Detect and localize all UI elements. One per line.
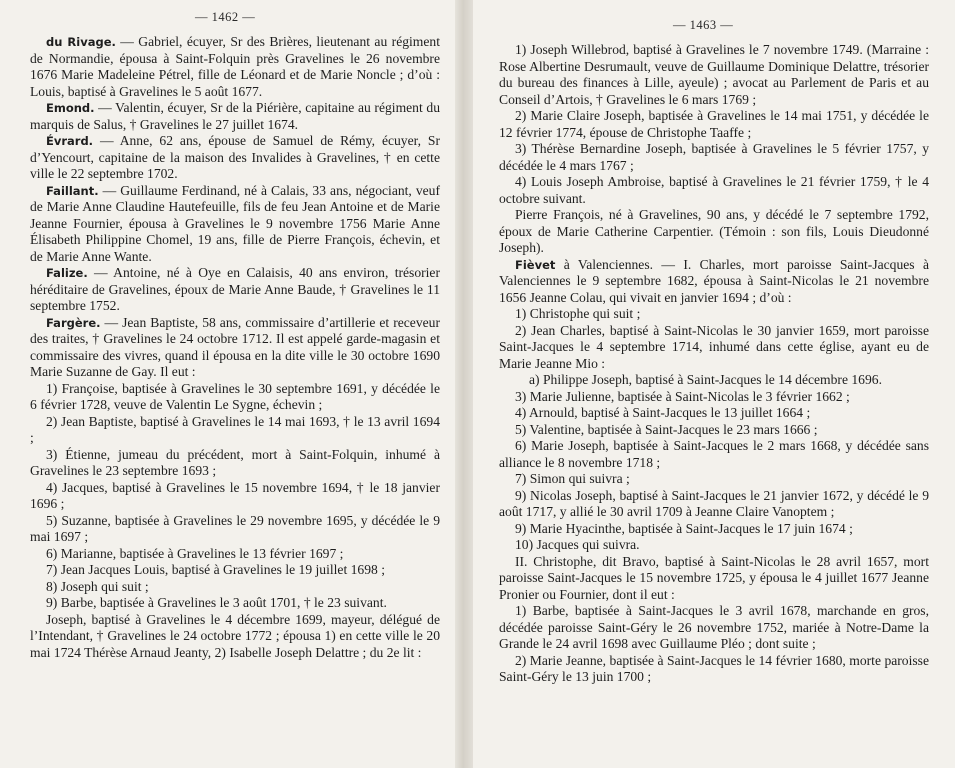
child-item: 8) Joseph qui suit ;: [46, 578, 149, 594]
child-item: 2) Marie Claire Joseph, baptisée à Gravelines le 14 mai 1751, y décédée le 12 février 1774, épouse de Christophe Taaffe ;: [499, 108, 929, 140]
surname: Faillant.: [46, 183, 99, 198]
surname: Falize.: [46, 266, 88, 280]
child-item: 10) Jacques qui suivra.: [515, 537, 640, 552]
surname: Évrard.: [46, 134, 94, 148]
surname: Fargère.: [46, 315, 101, 330]
child-item: 1) Christophe qui suit ;: [515, 306, 641, 321]
text-paragraph: Pierre François, né à Gravelines, 90 ans, y décédé le 7 septembre 1792, époux de Marie Catherine Carpentier. (Témoin : son fils, Louis Dieudonné Joseph).: [499, 207, 929, 255]
child-item: 9) Nicolas Joseph, baptisé à Saint-Jacques le 21 janvier 1672, y décédé le 9 août 1717, y allié le 30 avril 1709 à Jeanne Claire Vanoptem ;: [499, 487, 929, 519]
page-number: — 1463 —: [673, 18, 734, 32]
entry-paragraph: Évrard. — Anne, 62 ans, épouse de Samuel de Rémy, écuyer, Sr d’Yencourt, capitaine de la maison des Invalides à Gravelines, † en cette ville le 22 septembre 1702.: [30, 133, 440, 181]
child-item: 5) Suzanne, baptisée à Gravelines le 29 novembre 1695, y décédée le 9 mai 1697 ;: [30, 512, 440, 544]
child-item: 7) Simon qui suivra ;: [515, 471, 630, 486]
child-item: 4) Louis Joseph Ambroise, baptisé à Gravelines le 21 février 1759, † le 4 octobre suivant.: [499, 174, 929, 206]
child-item: 9) Marie Hyacinthe, baptisée à Saint-Jacques le 17 juin 1674 ;: [515, 520, 853, 536]
entry-paragraph: Emond. — Valentin, écuyer, Sr de la Piérière, capitaine au régiment du marquis de Salus, † Gravelines le 27 juillet 1674.: [30, 100, 440, 132]
surname: Emond.: [46, 101, 95, 115]
child-item: 4) Jacques, baptisé à Gravelines le 15 novembre 1694, † le 18 janvier 1696 ;: [30, 479, 440, 511]
surname: Fièvet: [515, 257, 556, 272]
text-paragraph: Joseph, baptisé à Gravelines le 4 décembre 1699, mayeur, délégué de l’Intendant, † Gravelines le 24 octobre 1772 ; épousa 1) en cette ville le 20 mai 1724 Thérèse Arnaud Jeanty, 2) Isabelle Joseph Delattre ; du 2e lit :: [30, 611, 440, 660]
child-item: 1) Joseph Willebrod, baptisé à Gravelines le 7 novembre 1749. (Marraine : Rose Albertine Desrumault, veuve de Guillaume Dominique Delattre, trésorier du bureau des finances à Lille, ayeule) ; avocat au Parlement de Paris et au Conseil d’Artois, † Gravelines le 6 mars 1769 ;: [499, 42, 929, 107]
child-item: 2) Jean Charles, baptisé à Saint-Nicolas le 30 janvier 1659, mort paroisse Saint-Jacques le 4 septembre 1714, inhumé dans cette église, ayant eu de Marie Jeanne Mio :: [499, 322, 929, 371]
left-page: [0, 0, 455, 768]
child-item: 3) Thérèse Bernardine Joseph, baptisée à Gravelines le 5 février 1757, y décédée le 4 mars 1767 ;: [499, 141, 929, 173]
child-item: 2) Marie Jeanne, baptisée à Saint-Jacques le 14 février 1680, morte paroisse Saint-Géry le 13 juin 1700 ;: [499, 652, 929, 684]
child-item: 5) Valentine, baptisée à Saint-Jacques le 23 mars 1666 ;: [515, 421, 818, 437]
child-item: 4) Arnould, baptisé à Saint-Jacques le 13 juillet 1664 ;: [515, 405, 811, 420]
child-item: 3) Étienne, jumeau du précédent, mort à Saint-Folquin, inhumé à Gravelines le 23 septembre 1693 ;: [30, 446, 440, 478]
child-item: 1) Barbe, baptisée à Saint-Jacques le 3 avril 1678, marchande en gros, décédée paroisse Saint-Géry le 26 novembre 1752, mariée à Notre-Dame la Grande le 24 avril 1698 avec Guillaume Pléo ; dont suite ;: [499, 603, 929, 651]
page-text: [30, 34, 440, 661]
child-item: 3) Marie Julienne, baptisée à Saint-Nicolas le 3 février 1662 ;: [515, 388, 850, 404]
page-text: [499, 42, 929, 686]
child-item: 7) Jean Jacques Louis, baptisé à Gravelines le 19 juillet 1698 ;: [46, 562, 386, 577]
child-item: 6) Marianne, baptisée à Gravelines le 13 février 1697 ;: [46, 545, 344, 561]
text-paragraph: II. Christophe, dit Bravo, baptisé à Saint-Nicolas le 28 avril 1657, mort paroisse Saint-Jacques le 15 novembre 1725, y épousa le 4 juillet 1677 Jeanne Pronier ou Fournier, dont il eut :: [499, 553, 929, 602]
child-item: 2) Jean Baptiste, baptisé à Gravelines le 14 mai 1693, † le 13 avril 1694 ;: [30, 413, 440, 445]
entry-paragraph: Faillant. — Guillaume Ferdinand, né à Calais, 33 ans, négociant, veuf de Marie Anne Claudine Hautefeuille, fils de feu Jean Antoine et de Marie Jeanne Fournier, épousa à Gravelines le 9 novembre 1756 Marie Anne Élisabeth Philippine Chomel, 19 ans, fille de Pierre François, échevin, et de Marie Anne Wante.: [30, 182, 440, 264]
right-page: [473, 0, 955, 768]
entry-paragraph: Falize. — Antoine, né à Oye en Calaisis, 40 ans environ, trésorier héréditaire de Gravelines, époux de Marie Anne Baude, † Gravelines le 11 septembre 1752.: [30, 265, 440, 313]
child-item: 6) Marie Joseph, baptisée à Saint-Jacques le 2 mars 1668, y décédée sans alliance le 8 novembre 1718 ;: [499, 438, 929, 470]
entry-paragraph: Fièvet à Valenciennes. — I. Charles, mort paroisse Saint-Jacques à Valenciennes le 9 septembre 1682, épousa à Saint-Nicolas le 21 novembre 1656 Jeanne Colau, qui vivait en janvier 1694 ; d’où :: [499, 256, 929, 305]
page-number: — 1462 —: [195, 10, 256, 24]
book-gutter: [455, 0, 473, 768]
grandchild-item: a) Philippe Joseph, baptisé à Saint-Jacques le 14 décembre 1696.: [529, 372, 882, 387]
entry-paragraph: du Rivage. — Gabriel, écuyer, Sr des Brières, lieutenant au régiment de Normandie, épousa à Saint-Folquin près Gravelines le 26 novembre 1676 Marie Madeleine Pétrel, fille de Léonard et de Marie Noncle ; d’où : Louis, baptisé à Gravelines le 5 août 1677.: [30, 34, 440, 99]
entry-paragraph: Fargère. — Jean Baptiste, 58 ans, commissaire d’artillerie et receveur des traites, † Gravelines le 24 octobre 1712. Il est appelé garde-magasin et commissaire des vivres, quand il épousa en la dite ville le 30 octobre 1690 Marie Suzanne de Gay. Il eut :: [30, 314, 440, 379]
child-item: 1) Françoise, baptisée à Gravelines le 30 septembre 1691, y décédée le 6 février 1728, veuve de Valentin Le Sygne, échevin ;: [30, 380, 440, 412]
surname: du Rivage.: [46, 35, 116, 49]
child-item: 9) Barbe, baptisée à Gravelines le 3 août 1701, † le 23 suivant.: [46, 595, 387, 610]
